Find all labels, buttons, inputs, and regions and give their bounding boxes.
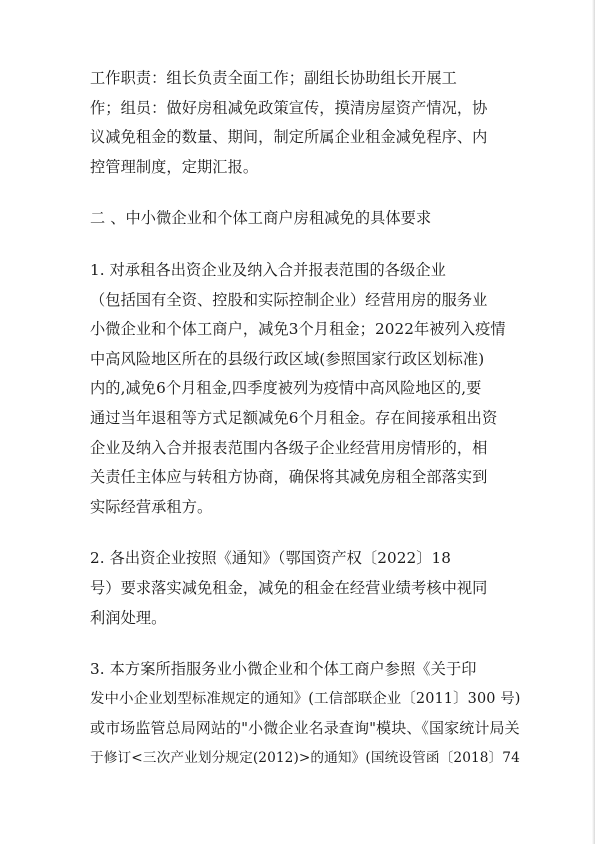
heading-text: 二 、中小微企业和个体工商户房租减免的具体要求	[90, 209, 432, 228]
text-line: 内的,减免6个月租金,四季度被列为疫情中高风险地区的,要	[90, 379, 482, 398]
section-heading	[90, 204, 518, 234]
text-line: 关责任主体应与转租方协商，确保将其减免房租全部落实到	[90, 468, 488, 487]
text-line: 2. 各出资企业按照《通知》（鄂国资产权〔2022〕18	[90, 549, 452, 568]
paragraph-item-1	[90, 256, 518, 522]
text-line: 1. 对承租各出资企业及纳入合并报表范围的各级企业	[90, 260, 446, 279]
paragraph-item-3	[90, 655, 521, 773]
text-line: 通过当年退租等方式足额减免6个月租金。存在间接承租出资	[90, 408, 498, 427]
text-line: 作；组员：做好房租减免政策宣传，摸清房屋资产情况，协	[90, 98, 488, 117]
text-line: 于修订<三次产业划分规定(2012)>的通知》(国统设管函〔2018〕74	[90, 749, 520, 766]
text-line: 小微企业和个体工商户，减免3个月租金；2022年被列入疫情	[90, 320, 506, 339]
text-line: 发中小企业划型标准规定的通知》(工信部联企业〔2011〕300 号)	[90, 690, 521, 707]
text-line: （包括国有全资、控股和实际控制企业）经营用房的服务业	[90, 290, 488, 309]
text-line: 号）要求落实减免租金，减免的租金在经营业绩考核中视同	[90, 578, 488, 597]
text-line: 企业及纳入合并报表范围内各级子企业经营用房情形的，相	[90, 438, 488, 457]
text-line: 议减免租金的数量、期间，制定所属企业租金减免程序、内	[90, 128, 488, 147]
text-line: 控管理制度，定期汇报。	[90, 157, 259, 176]
text-line: 3. 本方案所指服务业小微企业和个体工商户参照《关于印	[90, 660, 477, 679]
document-body	[90, 64, 521, 773]
text-line: 工作职责：组长负责全面工作；副组长协助组长开展工	[90, 69, 457, 87]
paragraph-item-2	[90, 544, 518, 633]
text-line: 或市场监管总局网站的"小微企业名录查询"模块、《国家统计局关	[90, 719, 520, 738]
text-line: 中高风险地区所在的县级行政区域(参照国家行政区划标准)	[90, 349, 485, 368]
text-line: 实际经营承租方。	[90, 497, 213, 516]
text-line: 利润处理。	[90, 608, 167, 627]
paragraph-duties	[90, 64, 518, 182]
